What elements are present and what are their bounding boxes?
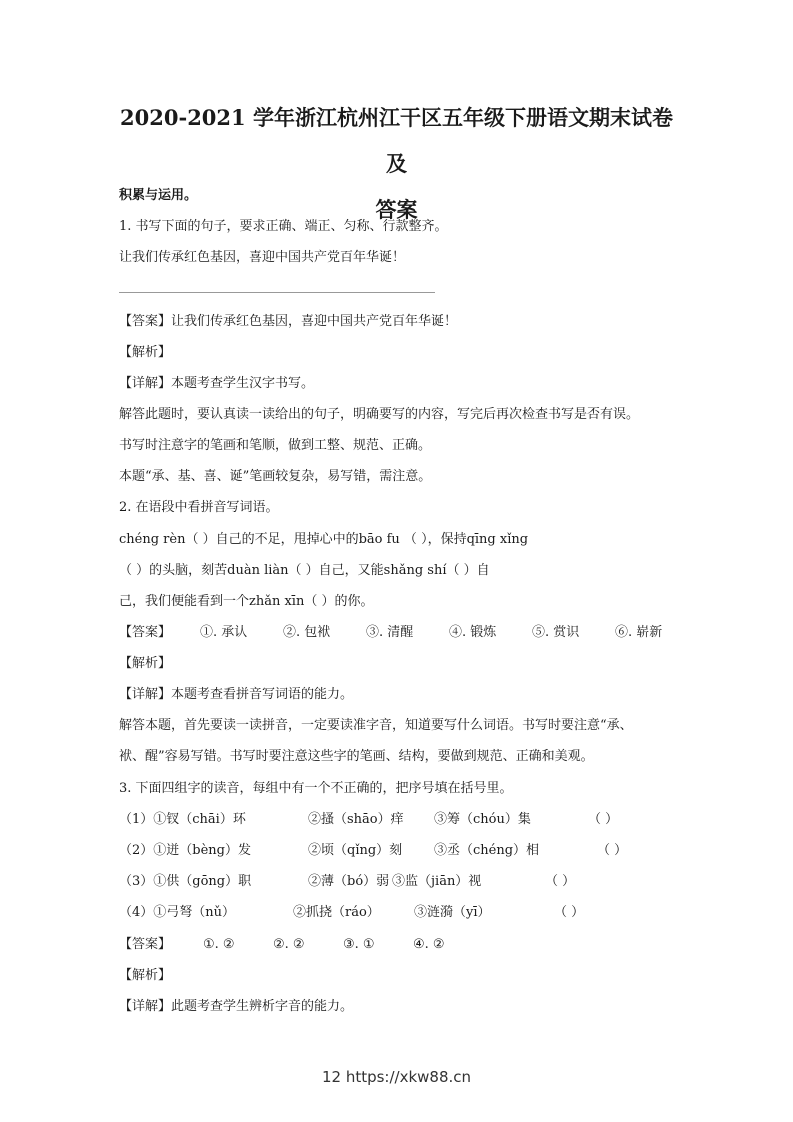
q2-answer-2: ②. 包袱 — [283, 625, 331, 640]
q3-prompt: 3. 下面四组字的读音，每组中有一个不正确的，把序号填在括号里。 — [119, 781, 513, 796]
q3-row-4-a: （4）①弓弩（nǔ） — [119, 905, 236, 920]
q2-answer-label: 【答案】 — [119, 625, 172, 640]
q3-answer-3: ③. ① — [343, 937, 375, 952]
q2-explain-2: 袱、醒”容易写错。书写时要注意这些字的笔画、结构，要做到规范、正确和美观。 — [119, 749, 594, 764]
q3-row-4-c: ③涟漪（yī） — [414, 905, 491, 920]
q2-prompt: 2. 在语段中看拼音写词语。 — [119, 500, 279, 515]
q2-answer-3: ③. 清醒 — [366, 625, 414, 640]
q1-analysis: 【解析】 — [119, 345, 172, 360]
q3-row-2-b: ②顷（qǐng）刻 — [308, 843, 403, 858]
q2-detail: 【详解】本题考查看拼音写词语的能力。 — [119, 687, 354, 702]
q1-explain-3: 本题“承、基、喜、诞”笔画较复杂，易写错，需注意。 — [119, 469, 432, 484]
q1-explain-1: 解答此题时，要认真读一读给出的句子，明确要写的内容，写完后再次检查书写是否有误。 — [119, 407, 640, 422]
q3-row-2-a: （2）①迸（bèng）发 — [119, 843, 251, 858]
q1-detail: 【详解】本题考查学生汉字书写。 — [119, 376, 315, 391]
q2-answer-6: ⑥. 崭新 — [615, 625, 663, 640]
q3-row-4-b: ②抓挠（ráo） — [293, 905, 380, 920]
q2-analysis: 【解析】 — [119, 656, 172, 671]
page-footer: 12 https://xkw88.cn — [321, 1068, 472, 1086]
q1-writing-line — [119, 292, 435, 293]
q1-answer: 【答案】让我们传承红色基因，喜迎中国共产党百年华诞！ — [119, 314, 458, 329]
q1-sentence: 让我们传承红色基因，喜迎中国共产党百年华诞！ — [119, 250, 406, 265]
q3-row-3-b: ②薄（bó）弱 — [308, 874, 390, 889]
q2-text-2: （ ）的头脑，刻苦duàn liàn（ ）自己，又能shǎng shí（ ）自 — [119, 563, 490, 578]
title-line-1: 2020-2021 学年浙江杭州江干区五年级下册语文期末试卷及 — [120, 105, 673, 176]
q3-answer-label: 【答案】 — [119, 937, 172, 952]
q3-row-3-a: （3）①供（gōng）职 — [119, 874, 252, 889]
title-line-2: 答案 — [375, 197, 418, 222]
q1-prompt: 1. 书写下面的句子，要求正确、端正、匀称、行款整齐。 — [119, 219, 448, 234]
q3-detail: 【详解】此题考查学生辨析字音的能力。 — [119, 999, 354, 1014]
q3-answer-4: ④. ② — [413, 937, 445, 952]
q3-row-2-d: （ ） — [597, 843, 628, 858]
document-title — [110, 95, 683, 233]
q3-row-2-c: ③丞（chéng）相 — [434, 843, 540, 858]
q1-explain-2: 书写时注意字的笔画和笔顺，做到工整、规范、正确。 — [119, 438, 432, 453]
q3-analysis: 【解析】 — [119, 968, 172, 983]
q3-answer-1: ①. ② — [203, 937, 235, 952]
q2-text-1: chéng rèn（ ）自己的不足，甩掉心中的bāo fu （ ），保持qīng xǐng — [119, 532, 529, 547]
q3-row-1-b: ②搔（shāo）痒 — [308, 812, 404, 827]
q3-row-1-a: （1）①钗（chāi）环 — [119, 812, 246, 827]
q3-row-4-d: （ ） — [554, 905, 585, 920]
section-heading: 积累与运用。 — [119, 188, 198, 203]
q2-answer-1: ①. 承认 — [200, 625, 248, 640]
q2-answer-5: ⑤. 赏识 — [532, 625, 580, 640]
q2-answer-4: ④. 锻炼 — [449, 625, 497, 640]
q3-answer-2: ②. ② — [273, 937, 305, 952]
q3-row-1-d: （ ） — [588, 812, 619, 827]
q3-row-3-d: （ ） — [545, 874, 576, 889]
q2-explain-1: 解答本题，首先要读一读拼音，一定要读准字音，知道要写什么词语。书写时要注意“承、 — [119, 718, 633, 733]
q3-row-3-c: ③监（jiān）视 — [392, 874, 482, 889]
q3-row-1-c: ③筹（chóu）集 — [434, 812, 531, 827]
q2-text-3: 己，我们便能看到一个zhǎn xīn（ ）的你。 — [119, 594, 374, 609]
